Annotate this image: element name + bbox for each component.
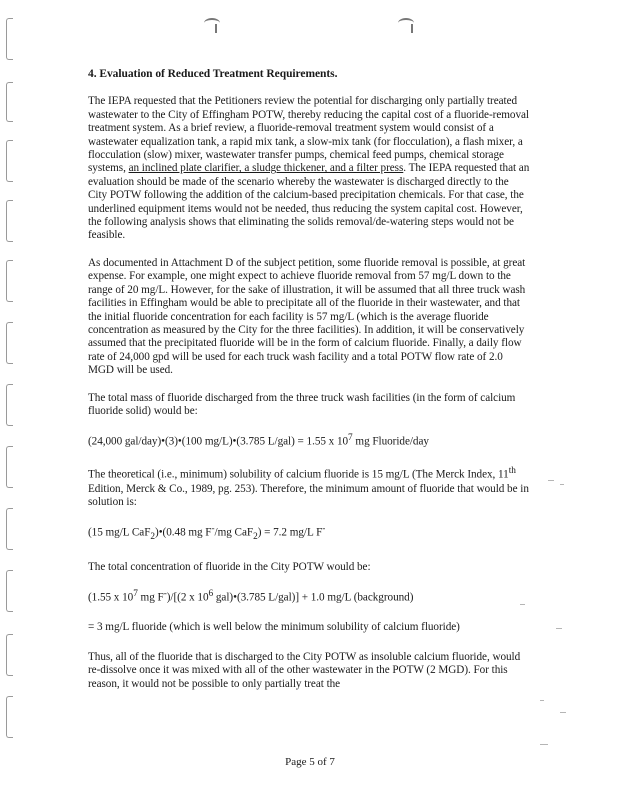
superscript: -: [163, 589, 167, 600]
binding-mark: [6, 200, 13, 242]
binding-mark: [6, 384, 13, 426]
paragraph-attachment-d: As documented in Attachment D of the subject petition, some fluoride removal is possible, at great expense. For example, one might expect to achieve fluoride removal from 57 mg/L down to the range of 20 mg/L. However, for the sake of illustration, it will be assumed that all three truck wash facilities in Effingham would be able to precipitate all of the fluoride in their wastewater, and that the initial fluoride concentration for each facility is 57 mg/L (which is the average fluoride concentration as measured by the City for the three facilities). In addition, it will be conservatively assumed that the precipitated fluoride will be in the form of calcium fluoride. Finally, a daily flow rate of 24,000 gpd will be used for each truck wash facility and a total POTW flow rate of 2.0 MGD will be used.: [88, 256, 526, 377]
paragraph-solubility: [88, 465, 530, 509]
equation-text: gal)•(3.785 L/gal)] + 1.0 mg/L (background): [213, 591, 414, 604]
scan-speck: [540, 744, 548, 745]
paragraph-text: The IEPA requested that the Petitioners review the potential for discharging only partially treated wastewater to the City of Effingham POTW, thereby reducing the capital cost of a fluoride-removal treatment system. As a brief review, a fluoride-removal treatment system would consist of a wastewater equalization tank, a rapid mix tank, a slow-mix tank (for flocculation), a flash mixer, a flocculation (slow) mixer, wastewater transfer pumps, chemical feed pumps, chemical storage systems,: [88, 95, 529, 175]
equation-text: (1.55 x 10: [88, 591, 134, 604]
equation-text: ) = 7.2 mg/L F: [257, 527, 323, 540]
binding-mark: [6, 634, 13, 676]
binding-mark: [6, 508, 13, 550]
binding-mark: [6, 18, 13, 60]
punch-mark: [204, 18, 222, 32]
binding-mark: [6, 260, 13, 302]
subscript: 2: [253, 532, 258, 543]
paragraph-text: The theoretical (i.e., minimum) solubility of calcium fluoride is 15 mg/L (The Merck Index, 11: [88, 469, 509, 482]
equation-text: )•(0.48 mg F: [155, 527, 212, 540]
equation-potw-concentration: [88, 588, 530, 605]
scan-speck: [560, 712, 566, 713]
subscript: 2: [150, 532, 156, 543]
underlined-equipment: an inclined plate clarifier, a sludge thickener, and a filter press: [128, 162, 404, 175]
equation-total-mass: [88, 432, 530, 449]
binding-mark: [6, 570, 13, 612]
scan-speck: [556, 628, 562, 629]
binding-mark: [6, 696, 13, 738]
equation-text: )/[(2 x 10: [166, 591, 209, 604]
equation-text: (15 mg/L CaF: [88, 527, 151, 540]
paragraph-conclusion: Thus, all of the fluoride that is discharged to the City POTW as insoluble calcium fluoride, would re-dissolve once it was mixed with all of the other wastewater in the POTW (2 MGD). For this reason, it would not be possible to only partially treat the: [88, 650, 521, 690]
scan-speck: [560, 484, 564, 485]
binding-mark: [6, 140, 13, 182]
superscript: th: [508, 466, 516, 477]
binding-mark: [6, 322, 13, 364]
superscript: -: [322, 524, 326, 535]
binding-mark: [6, 446, 13, 488]
equation-text: /mg CaF: [214, 527, 254, 540]
exponent: 6: [208, 589, 214, 600]
section-heading: 4. Evaluation of Reduced Treatment Requirements.: [88, 68, 338, 80]
equation-text: mg F: [137, 591, 164, 604]
scan-speck: [540, 700, 544, 701]
page-number: Page 5 of 7: [285, 756, 335, 768]
paragraph-total-concentration: The total concentration of fluoride in the City POTW would be:: [88, 560, 371, 573]
superscript: -: [211, 524, 215, 535]
document-body: [88, 68, 530, 705]
equation-text: mg Fluoride/day: [352, 436, 429, 449]
punch-mark: [398, 18, 416, 32]
scan-speck: [548, 480, 554, 481]
equation-text: (24,000 gal/day)•(3)•(100 mg/L)•(3.785 L/gal) = 1.55 x 10: [88, 436, 349, 449]
paragraph-text: Edition, Merck & Co., 1989, pg. 253). Therefore, the minimum amount of fluoride that would be in solution is:: [88, 482, 529, 509]
paragraph-treatment-review: [88, 95, 530, 242]
paragraph-total-mass: The total mass of fluoride discharged from the three truck wash facilities (in the form of calcium fluoride solid) would be:: [88, 391, 516, 417]
paragraph-text: . The IEPA requested that an evaluation should be made of the scenario whereby the wastewater is discharged directly to the City POTW following the addition of the calcium-based precipitation chemicals. For that case, the underlined equipment items would not be needed, thus reducing the system capital cost. However, the following analysis shows that eliminating the solids removal/de-watering steps would not be feasible.: [88, 162, 530, 242]
equation-solution-fluoride: [88, 523, 530, 544]
exponent: 7: [348, 433, 353, 444]
binding-mark: [6, 82, 13, 122]
exponent: 7: [133, 589, 138, 600]
equation-result: = 3 mg/L fluoride (which is well below the minimum solubility of calcium fluoride): [88, 621, 460, 634]
